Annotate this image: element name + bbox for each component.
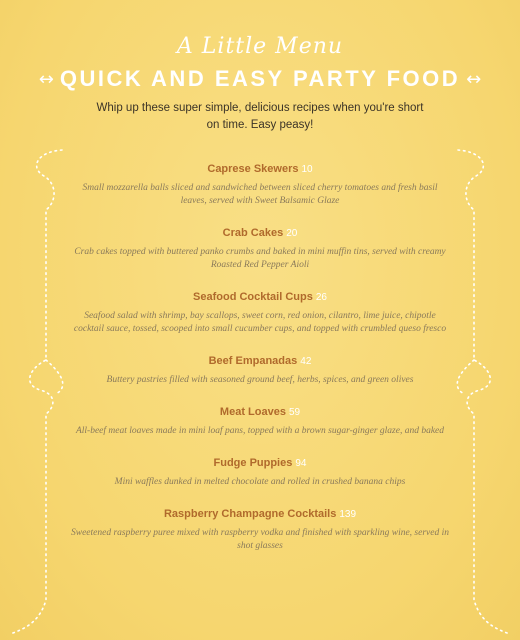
intro-text: Whip up these super simple, delicious recipes when you're short on time. Easy peasy! (96, 102, 424, 131)
item-page-number: 20 (286, 228, 298, 239)
item-name: Beef Empanadas (208, 355, 298, 367)
item-name: Seafood Cocktail Cups (193, 291, 313, 303)
menu-item (70, 456, 450, 489)
item-description: Mini waffles dunked in melted chocolate and rolled in crushed banana chips (114, 477, 406, 487)
page-title: QUICK AND EASY PARTY FOOD (59, 66, 461, 91)
menu-item (70, 162, 450, 208)
menu-item (70, 354, 450, 387)
item-page-number: 139 (339, 509, 357, 520)
item-name: Caprese Skewers (207, 163, 299, 175)
item-description: Sweetened raspberry puree mixed with raspberry vodka and finished with sparkling wine, served in shot glasses (70, 528, 449, 551)
menu-list (70, 162, 450, 571)
item-description: Small mozzarella balls sliced and sandwiched between sliced cherry tomatoes and fresh basil leaves, served with Sweet Balsamic Glaze (82, 183, 438, 206)
item-description: Seafood salad with shrimp, bay scallops, sweet corn, red onion, cilantro, lime juice, chipotle cocktail sauce, tossed, scooped into small cucumber cups, and topped with crumbled queso fresco (73, 311, 447, 334)
item-name: Fudge Puppies (213, 457, 293, 469)
title-row (0, 64, 520, 94)
item-page-number: 26 (315, 292, 327, 303)
item-name: Raspberry Champagne Cocktails (163, 508, 337, 520)
menu-item (70, 405, 450, 438)
item-page-number: 42 (300, 356, 312, 367)
menu-item (70, 290, 450, 336)
item-description: Buttery pastries filled with seasoned ground beef, herbs, spices, and green olives (106, 375, 414, 385)
item-page-number: 94 (295, 458, 307, 469)
item-name: Crab Cakes (222, 227, 284, 239)
script-title: A Little Menu (176, 34, 344, 59)
item-name: Meat Loaves (219, 406, 286, 418)
menu-item (70, 507, 450, 553)
item-description: Crab cakes topped with buttered panko crumbs and baked in mini muffin tins, served with creamy Roasted Red Pepper Aioli (74, 247, 446, 270)
menu-item (70, 226, 450, 272)
item-page-number: 10 (301, 164, 313, 175)
item-description: All-beef meat loaves made in mini loaf pans, topped with a brown sugar-ginger glaze, and baked (75, 426, 445, 436)
item-page-number: 59 (288, 407, 301, 418)
right-arrow-icon: ↔ (466, 68, 482, 90)
left-arrow-icon: ↔ (38, 68, 54, 90)
